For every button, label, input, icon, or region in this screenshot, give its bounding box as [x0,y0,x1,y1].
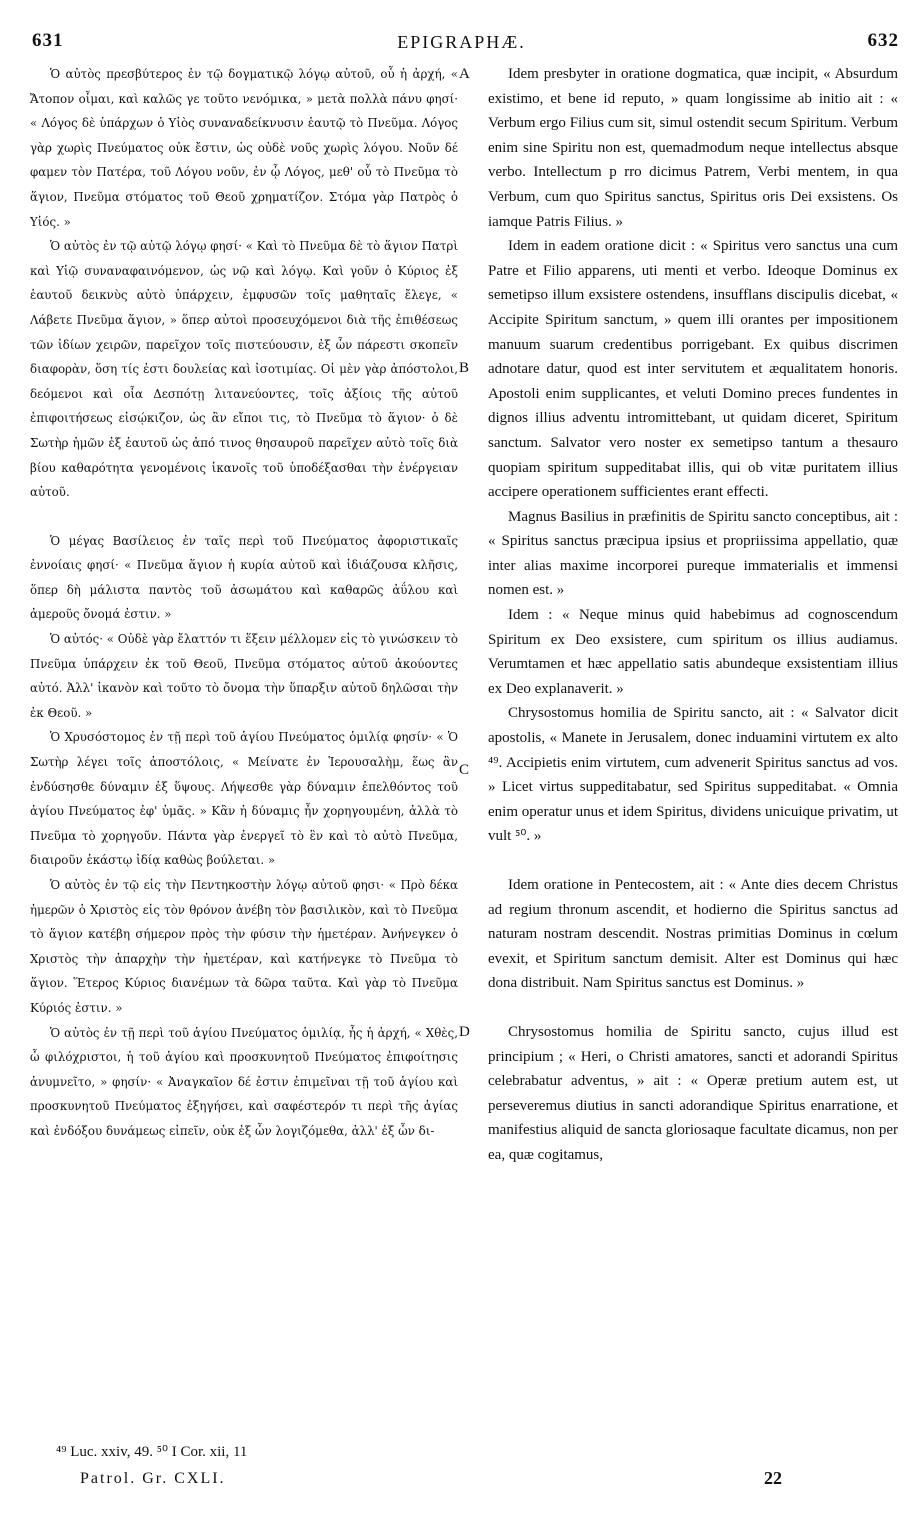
greek-paragraph: Ὁ αὐτὸς ἐν τῷ αὐτῷ λόγῳ φησί· « Καὶ τὸ Πνεῦμα δὲ τὸ ἅγιον Πατρὶ καὶ Υἱῷ συναναφαινόμενον, ὡς νῷ καὶ λόγῳ. Καὶ γοῦν ὁ Κύριος ἐξ ἑαυτοῦ δεικνὺς αὐτὸ ὑπάρχειν, ἐμφυσῶν τοῖς μαθηταῖς ἔλεγε, « Λάβετε Πνεῦμα ἅγιον, » ὅπερ αὐτοὶ προσευχόμενοι διὰ τῆς ἐπιθέσεως τῶν ἰδίων χειρῶν, παρεῖχον τοῖς πιστεύουσιν, ἐξ ὧν πάρεστι σκοπεῖν διαφορὰν, ὅση τίς ἐστι δουλείας καὶ ἰσοτιμίας. Οἱ μὲν γὰρ ἀπόστολοι, δεόμενοι καὶ οἷα Δεσπότῃ λιτανεύοντες, τοῖς ἀξίοις τῆς αὐτοῦ ἐπιφοιτήσεως εἰσῴκιζον, ὡς ἂν εἴποι τις, τὸ Πνεῦμα τὸ ἅγιον· ὁ δὲ Σωτὴρ ἡμῶν ἐξ ἑαυτοῦ ὡς ἀπό τινος θησαυροῦ παρεῖχεν αὐτὸ τοῖς διὰ βίου καθαρότητα γενομένοις ἱκανοῖς τοῦ ὑποδέξασθαι τὴν ἐνέργειαν αὐτοῦ. [30,239,458,500]
greek-paragraph: Ὁ αὐτός· « Οὐδὲ γὰρ ἔλαττόν τι ἕξειν μέλλομεν εἰς τὸ γινώσκειν τὸ Πνεῦμα ὑπάρχειν ἐκ τοῦ Θεοῦ, Πνεῦμα στόματος αὐτοῦ ἀκούοντες αὐτό. Ἀλλ' ἱκανὸν καὶ τοῦτο τὸ ὄνομα τὴν ὕπαρξιν αὐτοῦ δηλῶσαι τὴν ἐκ Θεοῦ. » [30,632,458,720]
footer-series: Patrol. Gr. CXLI. [80,1470,226,1487]
footnotes: ⁴⁹ Luc. xxiv, 49. ⁵⁰ I Cor. xii, 11 [56,1444,248,1460]
greek-column [30,62,458,1144]
greek-paragraph: Ὁ Χρυσόστομος ἐν τῇ περὶ τοῦ ἁγίου Πνεύματος ὁμιλίᾳ φησίν· « Ὁ Σωτὴρ λέγει τοῖς ἀποστόλοις, « Μείνατε ἐν Ἱερουσαλὴμ, ἕως ἂν ἐνδύσησθε δύναμιν ἐξ ὕψους. Λήψεσθε γὰρ δύναμιν ἐπελθόντος τοῦ ἁγίου Πνεύματος ἐφ' ὑμᾶς. » Κἂν ἡ δύναμις ἦν χορηγουμένη, ἀλλὰ τὸ Πνεῦμα τὸ χορηγοῦν. Πάντα γὰρ ἐνεργεῖ τὸ ἓν καὶ τὸ αὐτὸ Πνεῦμα, διαιροῦν ἑκάστῳ ἰδίᾳ καθὼς βούλεται. » [30,730,458,868]
greek-paragraph: Ὁ αὐτὸς πρεσβύτερος ἐν τῷ δογματικῷ λόγῳ αὐτοῦ, οὗ ἡ ἀρχή, « Ἄτοπον οἶμαι, καὶ καλῶς γε τοῦτο νενόμικα, » μετὰ πολλὰ πάνυ φησί· « Λόγος δὲ ὑπάρχων ὁ Υἱὸς συναναδείκνυσιν ἑαυτῷ τὸ Πνεῦμα. Λόγος γὰρ χωρὶς Πνεύματος οὐκ ἔστιν, ὡς οὐδὲ νοῦς χωρὶς λόγου. Νοῦν δέ φαμεν τὸν Πατέρα, τοῦ Λόγου νοῦν, ἐν ᾧ Λόγος, μεθ' οὗ τὸ Πνεῦμα τὸ ἅγιον, Πνεῦμα στόματος τοῦ Θεοῦ χρηματίζον. Στόμα γὰρ Πατρὸς ὁ Υἱός. » [30,67,458,229]
page-number-right: 632 [867,30,899,51]
paragraph-gap [30,505,458,529]
paragraph-gap [488,849,898,873]
margin-marker-a: A [459,66,470,82]
footer-signature: 22 [764,1468,782,1488]
latin-paragraph: Idem : « Neque minus quid habebimus ad cognoscendum Spiritum ex Deo exsistere, cum spiritum os illius audiamus. Verumtamen et hæc appellatio satis abundeque exsistentiam illius ex Deo explanaverit. » [488,607,898,697]
paragraph-gap [488,996,898,1020]
page-header [0,0,923,62]
latin-paragraph: Idem oratione in Pentecostem, ait : « Ante dies decem Christus ad regium thronum ascendit, et hodierno die Spiritus sanctus ad naturam nostram descendit. Nostras primitias Dominus in cœlum evexit, et Spiritum sanctum demisit. Alter est Dominus qui hæc dona distribuit. Nam Spiritus sanctus est Dominus. » [488,877,898,992]
latin-paragraph: Magnus Basilius in præfinitis de Spiritu sancto conceptibus, ait : « Spiritus sanctus præcipua ipsius et propriissima appellatio, quæ inter alias maxime incorporei pureque immaterialis et immensi nomen est. » [488,508,898,599]
latin-paragraph: Idem in eadem oratione dicit : « Spiritus vero sanctus una cum Patre et Filio apparens, uti menti et verbo. Ideoque Dominus ex semetipso illum exsistere ostendens, insufflans discipulis dicebat, « Accipite Spiritum sanctum, » quem illi orantes per impositionem manuum suarum credentibus porrigebant. Ex quibus discrimen adnotare datur, quod est inter servitutem et æqualitatem honoris. Apostoli enim supplicantes, et veluti Domino preces fundentes in dignos illius adventu intromittebant, ut quidam diceret, Spiritum sanctum. Salvator vero noster ex semetipso tantum a thesauro quopiam spiritum suppeditabat illis, qui ob vitæ puritatem illius accipere operationem sufficientes erant effecti. [488,238,898,501]
page-number-left: 631 [32,30,64,51]
greek-paragraph: Ὁ αὐτὸς ἐν τῇ περὶ τοῦ ἁγίου Πνεύματος ὁμιλίᾳ, ἧς ἡ ἀρχή, « Χθὲς, ὦ φιλόχριστοι, ἡ τοῦ ἁγίου καὶ προσκυνητοῦ Πνεύματος ἐπιφοίτησις ἀνυμνεῖτο, » φησίν· « Ἀναγκαῖον δέ ἐστιν ἐπιμεῖναι τῇ τοῦ ἁγίου καὶ προσκυνητοῦ Πνεύματος ἐξηγήσει, καὶ σαφέστερόν τι περὶ τῆς ἁγίας καὶ ἐνδόξου δυνάμεως εἰπεῖν, οὐκ ἐξ ὧν λογιζόμεθα, ἀλλ' ἐξ ὧν δι- [30,1025,458,1138]
margin-marker-c: C [459,762,470,778]
latin-paragraph: Chrysostomus homilia de Spiritu sancto, ait : « Salvator dicit apostolis, « Manete in Jerusalem, donec induamini virtutem ex alto ⁴⁹. Accipietis enim virtutem, cum advenerit Spiritus sanctus ad vos. » Licet virtus suppeditabatur, sed Spiritus suppeditabat. « Omnia enim operatur unus et idem Spiritus, dividens unicuique privatim, ut vult ⁵⁰. » [488,705,898,845]
latin-paragraph: Idem presbyter in oratione dogmatica, quæ incipit, « Absurdum existimo, et bene id reputo, » quam longissime ab initio ait : « Verbum ergo Filius cum sit, simul ostendit secum Spiritum. Verbum enim sine Spiritu non est, quemadmodum neque intellectus absque verbo. Intellectum p rro dicimus Patrem, Verbi mentem, in qua Verbum, cum quo Spiritus sanctus, Spiritus oris Dei exsistens. Os iamque Patris Filius. » [488,66,898,230]
margin-marker-b: B [459,360,470,376]
greek-paragraph: Ὁ αὐτὸς ἐν τῷ εἰς τὴν Πεντηκοστὴν λόγῳ αὐτοῦ φησι· « Πρὸ δέκα ἡμερῶν ὁ Χριστὸς εἰς τὸν θρόνον ἀνέβη τὸν βασιλικὸν, καὶ τὸ Πνεῦμα τὸ ἅγιον κατέβη σήμερον πρὸς τὴν φύσιν τὴν ἡμετέραν. Ἀνήνεγκεν ὁ Χριστὸς τὴν ἀπαρχὴν τὴν ἡμετέραν, καὶ κατήνεγκε τὸ Πνεῦμα τὸ ἅγιον. Ἕτερος Κύριος διανέμων τὰ δῶρα ταῦτα. Καὶ γὰρ τὸ Πνεῦμα Κύριός ἐστιν. » [30,878,458,1015]
latin-paragraph: Chrysostomus homilia de Spiritu sancto, cujus illud est principium ; « Heri, o Christi amatores, sancti et adorandi Spiritus celebrabatur adventus, » ait : « Operæ pretium autem est, ut perseveremus diutius in sancti adorandique Spiritus enarratione, et manifestius aliquid de sancta gloriosaque facultate dicamus, non per ea, quæ cogitamus, [488,1023,898,1163]
running-title: EPIGRAPHÆ. [397,32,526,52]
latin-column [488,62,898,1168]
greek-paragraph: Ὁ μέγας Βασίλειος ἐν ταῖς περὶ τοῦ Πνεύματος ἀφοριστικαῖς ἐννοίαις φησί· « Πνεῦμα ἅγιον ἡ κυρία αὐτοῦ καὶ ἰδιάζουσα κλῆσις, ὅπερ δὴ μάλιστα παντὸς τοῦ ἀσωμάτου καὶ καθαρῶς ἀΰλου καὶ ἀμεροῦς ὄνομά ἐστιν. » [30,533,458,622]
margin-marker-d: D [459,1024,470,1040]
